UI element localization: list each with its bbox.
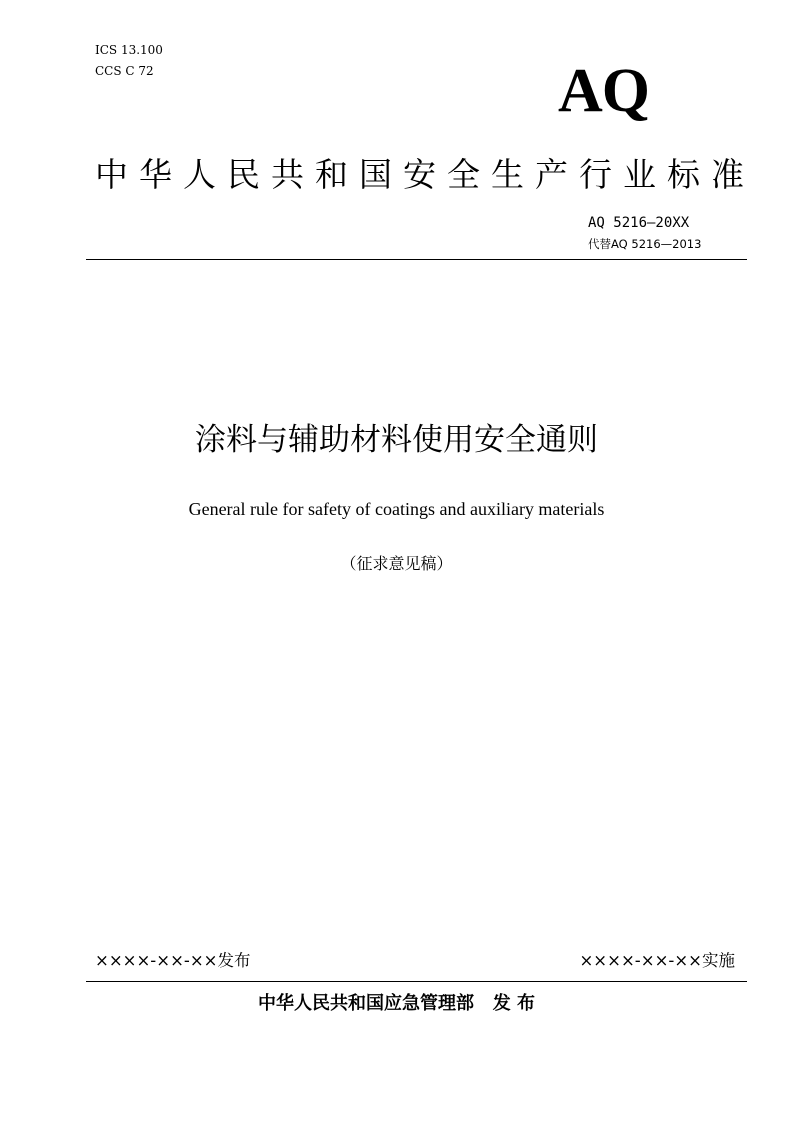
ccs-code: CCS C 72 xyxy=(95,64,154,78)
standard-category-title: 中华人民共和国安全生产行业标准 xyxy=(95,155,755,194)
standard-number: AQ 5216—20XX xyxy=(588,215,690,231)
document-title-chinese: 涂料与辅助材料使用安全通则 xyxy=(195,422,598,458)
issuing-authority: 中华人民共和国应急管理部 发 布 xyxy=(257,993,536,1014)
document-title-english: General rule for safety of coatings and auxiliary materials xyxy=(188,499,605,519)
draft-status-note: （征求意见稿） xyxy=(340,554,453,573)
ics-code: ICS 13.100 xyxy=(95,43,163,57)
publish-date: ××××-××-××发布 xyxy=(95,951,251,970)
aq-logo: AQ xyxy=(558,57,649,125)
classification-codes xyxy=(95,40,163,82)
footer-divider xyxy=(86,981,747,982)
implement-date: ××××-××-××实施 xyxy=(579,951,735,970)
header-divider xyxy=(86,259,747,260)
replaces-standard: 代替AQ 5216—2013 xyxy=(588,237,702,251)
